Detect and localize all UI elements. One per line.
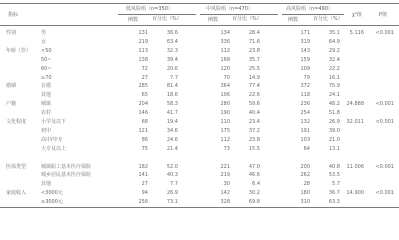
top-rule: [0, 3, 399, 4]
cell-mid-pct: 23.4: [248, 119, 260, 125]
cell-mid-pct: 23.8: [248, 47, 260, 54]
cell-low-pct: 81.4: [166, 83, 178, 90]
cell-high-n: 64: [303, 145, 310, 152]
header-p: P值: [379, 12, 388, 18]
header-rule: [0, 25, 399, 26]
cell-high-pct: 40.8: [328, 163, 340, 170]
header-pct-2: 百分比（%）: [232, 16, 262, 22]
cell-high-n: 200: [300, 163, 310, 170]
cell-chi-square: 5.116: [349, 30, 364, 36]
cell-high-pct: 36.7: [328, 190, 340, 197]
cell-chi-square: 32.011: [346, 119, 364, 125]
cell-mid-n: 328: [220, 199, 230, 206]
cell-mid-pct: 69.8: [248, 199, 260, 206]
row-category: 男: [41, 30, 47, 36]
cell-high-pct: 64.9: [328, 38, 340, 45]
cell-mid-pct: 25.5: [248, 65, 260, 72]
cell-low-pct: 73.1: [166, 199, 178, 206]
cell-mid-n: 190: [220, 110, 230, 117]
cell-mid-n: 280: [220, 101, 230, 108]
row-variable: 家庭收入: [6, 190, 27, 197]
cell-p-value: <0.001: [375, 30, 394, 36]
cell-low-pct: 36.6: [166, 30, 178, 36]
cell-high-n: 79: [303, 74, 310, 81]
cell-chi-square: 11.006: [346, 163, 364, 170]
header-stat: χ²值: [352, 12, 362, 18]
cell-high-pct: 26.9: [328, 119, 340, 125]
cell-high-n: 143: [300, 47, 310, 54]
cell-low-n: 113: [138, 47, 148, 54]
cell-low-n: 204: [138, 101, 148, 108]
header-n-1: 例数: [128, 17, 139, 23]
cell-high-n: 171: [300, 30, 310, 36]
cell-high-pct: 16.1: [328, 74, 340, 81]
row-category: ≥3000元: [41, 199, 63, 206]
cell-mid-n: 73: [223, 145, 230, 152]
row-variable: 医保类型: [6, 163, 27, 170]
cell-mid-n: 221: [220, 163, 230, 170]
row-category: <3000元: [41, 190, 63, 197]
row-category: 其他: [41, 181, 52, 188]
cell-high-n: 118: [300, 92, 310, 99]
cell-low-n: 131: [138, 30, 148, 36]
cell-p-value: <0.001: [375, 119, 394, 125]
row-category: 城镇: [41, 101, 52, 108]
cell-mid-pct: 23.8: [248, 136, 260, 143]
cell-mid-pct: 15.5: [248, 145, 260, 152]
cell-low-pct: 18.6: [166, 92, 178, 99]
cell-mid-n: 134: [220, 30, 230, 36]
cell-high-n: 132: [300, 119, 310, 125]
cell-mid-n: 175: [220, 127, 230, 134]
cell-low-pct: 63.4: [166, 38, 178, 45]
row-category: 城镇职工基本医疗保险: [41, 163, 92, 170]
row-variable: 文化程度: [6, 119, 27, 125]
cell-mid-n: 112: [220, 136, 230, 143]
row-category: 大专及以上: [41, 145, 67, 152]
cell-high-pct: 22.2: [328, 65, 340, 72]
cell-mid-pct: 6.4: [252, 181, 260, 188]
cell-low-pct: 21.4: [166, 145, 178, 152]
cell-mid-pct: 47.0: [248, 163, 260, 170]
cell-low-pct: 24.6: [166, 136, 178, 143]
cell-mid-pct: 14.9: [248, 74, 260, 81]
cell-high-n: 310: [300, 199, 310, 206]
cell-low-pct: 20.6: [166, 65, 178, 72]
cell-high-pct: 24.1: [328, 92, 340, 99]
cell-high-n: 191: [300, 127, 310, 134]
cell-mid-n: 106: [220, 92, 230, 99]
cell-mid-pct: 46.6: [248, 172, 260, 179]
header-pct-3: 百分比（%）: [313, 16, 343, 22]
cell-low-n: 75: [141, 145, 148, 152]
cell-low-n: 182: [138, 163, 148, 170]
cell-low-pct: 34.6: [166, 127, 178, 134]
cell-high-n: 236: [300, 101, 310, 108]
cell-low-n: 94: [141, 190, 148, 197]
cell-chi-square: 14.900: [346, 190, 364, 197]
cell-low-n: 138: [138, 56, 148, 63]
cell-p-value: <0.001: [375, 190, 394, 197]
cell-low-pct: 40.3: [166, 172, 178, 179]
cell-mid-pct: 30.2: [248, 190, 260, 197]
group-rule-3: [282, 14, 344, 15]
row-category: <50: [41, 47, 52, 54]
header-variable: 指标: [8, 12, 19, 18]
cell-high-pct: 53.5: [328, 172, 340, 179]
cell-low-n: 65: [141, 92, 148, 99]
cell-mid-n: 336: [220, 38, 230, 45]
cell-high-pct: 29.2: [328, 47, 340, 54]
cell-mid-pct: 71.6: [248, 38, 260, 45]
cell-high-n: 180: [300, 190, 310, 197]
cell-mid-pct: 28.4: [248, 30, 260, 36]
row-category: 60~: [41, 65, 52, 72]
cell-mid-n: 30: [223, 181, 230, 188]
cell-low-n: 27: [141, 74, 148, 81]
cell-mid-pct: 22.6: [248, 92, 260, 99]
cell-low-n: 141: [138, 172, 148, 179]
cell-high-pct: 21.0: [328, 136, 340, 143]
cell-low-n: 256: [138, 199, 148, 206]
cell-high-n: 372: [300, 83, 310, 90]
cell-mid-n: 112: [220, 47, 230, 54]
cell-high-pct: 35.1: [328, 30, 340, 36]
header-pct-1: 百分比（%）: [152, 16, 182, 22]
cell-high-pct: 48.2: [328, 101, 340, 108]
cell-low-pct: 39.4: [166, 56, 178, 63]
row-category: 女: [41, 38, 47, 45]
header-n-3: 例数: [288, 17, 299, 23]
header-n-2: 例数: [208, 17, 219, 23]
cell-mid-n: 70: [223, 74, 230, 81]
row-category: 高中/中专: [41, 136, 63, 143]
cell-low-n: 285: [138, 83, 148, 90]
row-variable: 户籍: [6, 101, 17, 108]
cell-low-pct: 52.0: [166, 163, 178, 170]
header-group-3: 高风险组（n=490）: [286, 6, 333, 12]
cell-low-n: 68: [141, 119, 148, 125]
row-category: 50~: [41, 56, 52, 63]
cell-low-pct: 58.3: [166, 101, 178, 108]
row-category: 其他: [41, 92, 52, 99]
cell-low-n: 72: [141, 65, 148, 72]
cell-mid-n: 142: [220, 190, 230, 197]
cell-low-pct: 7.7: [170, 181, 178, 188]
cell-mid-pct: 77.4: [248, 83, 260, 90]
cell-mid-n: 168: [220, 56, 230, 63]
group-rule-2: [200, 14, 278, 15]
cell-low-n: 121: [138, 127, 148, 134]
row-category: 在婚: [41, 83, 52, 90]
cell-mid-pct: 35.7: [248, 56, 260, 63]
cell-mid-n: 364: [220, 83, 230, 90]
cell-low-n: 146: [138, 110, 148, 117]
cell-chi-square: 24.888: [346, 101, 364, 108]
row-category: ≥70: [41, 74, 52, 81]
cell-p-value: <0.001: [375, 163, 394, 170]
cell-low-n: 86: [141, 136, 148, 143]
row-variable: 性别: [6, 30, 17, 36]
cell-low-n: 219: [138, 38, 148, 45]
cell-low-pct: 19.4: [166, 119, 178, 125]
cell-high-pct: 13.1: [328, 145, 340, 152]
row-category: 初中: [41, 127, 52, 134]
cell-low-pct: 41.7: [166, 110, 178, 117]
cell-mid-pct: 59.6: [248, 101, 260, 108]
header-group-2: 中风险组（n=470）: [206, 6, 253, 12]
cell-low-pct: 32.3: [166, 47, 178, 54]
cell-high-pct: 51.8: [328, 110, 340, 117]
cell-mid-n: 219: [220, 172, 230, 179]
cell-mid-n: 120: [220, 65, 230, 72]
cell-high-pct: 32.4: [328, 56, 340, 63]
cell-low-pct: 26.9: [166, 190, 178, 197]
cell-high-n: 109: [300, 65, 310, 72]
cell-high-pct: 63.3: [328, 199, 340, 206]
cell-high-n: 319: [300, 38, 310, 45]
row-category: 城乡居民基本医疗保险: [41, 172, 92, 179]
row-category: 农村: [41, 110, 52, 117]
cell-high-n: 28: [303, 181, 310, 188]
row-variable: 年龄（岁）: [6, 47, 32, 54]
cell-high-pct: 5.7: [332, 181, 340, 188]
cell-mid-n: 110: [220, 119, 230, 125]
group-rule-1: [118, 14, 196, 15]
cell-high-pct: 75.9: [328, 83, 340, 90]
row-variable: 婚姻: [6, 83, 17, 90]
cell-low-pct: 7.7: [170, 74, 178, 81]
cell-p-value: <0.001: [375, 101, 394, 108]
header-group-1: 低风险组（n=350）: [126, 6, 173, 12]
bottom-rule: [0, 207, 399, 208]
cell-mid-pct: 37.2: [248, 127, 260, 134]
cell-high-n: 254: [300, 110, 310, 117]
cell-high-n: 159: [300, 56, 310, 63]
cell-high-n: 262: [300, 172, 310, 179]
cell-high-n: 103: [300, 136, 310, 143]
row-category: 小学及以下: [41, 119, 67, 125]
cell-low-n: 27: [141, 181, 148, 188]
cell-mid-pct: 40.4: [248, 110, 260, 117]
cell-high-pct: 39.0: [328, 127, 340, 134]
